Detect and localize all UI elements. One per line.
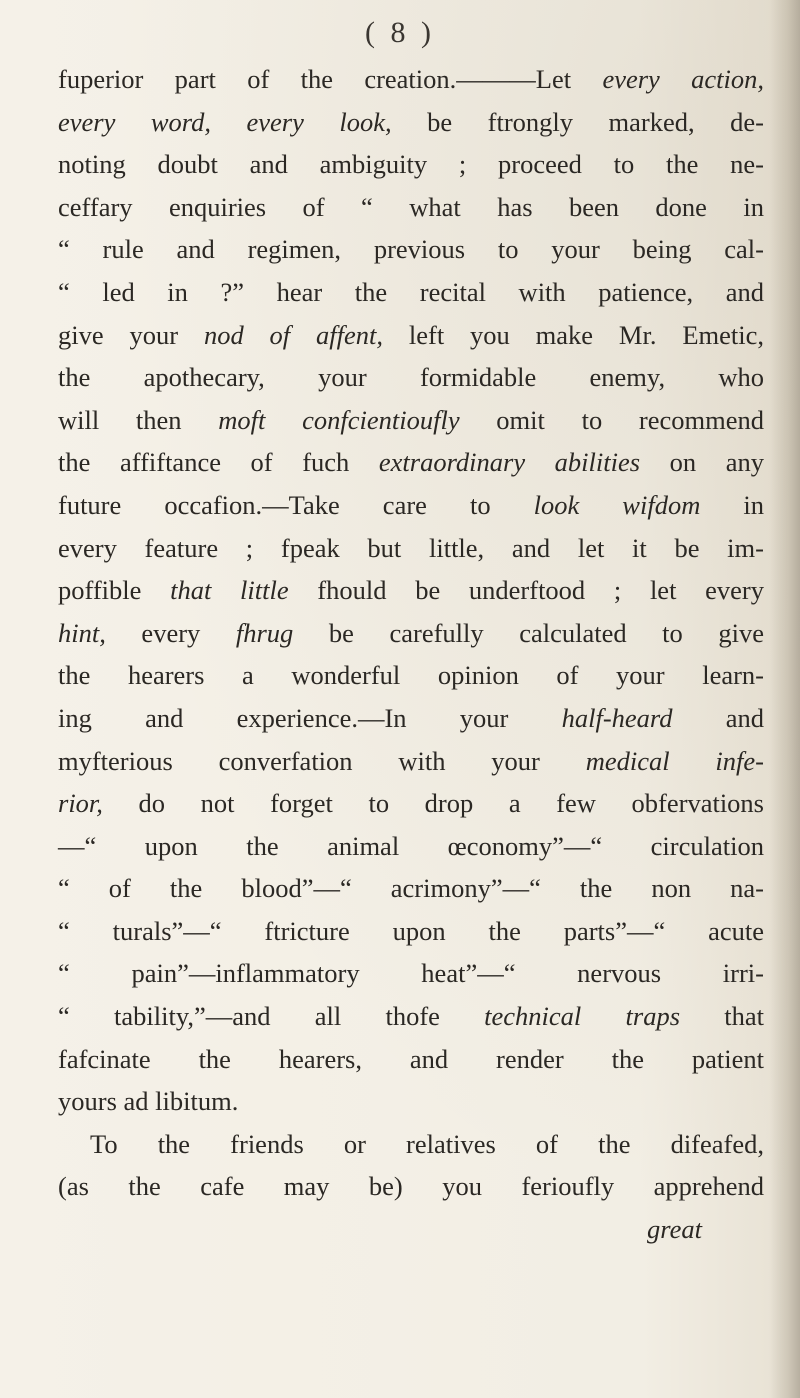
italic-text: that little bbox=[170, 575, 289, 606]
body-text bbox=[58, 58, 764, 1251]
text-run: every feature ; fpeak but little, and let it be im- bbox=[58, 532, 764, 563]
text-run: ceffary enquiries of “ what has been done in bbox=[58, 191, 764, 222]
text-line bbox=[58, 186, 764, 229]
text-run: fafcinate the hearers, and render the patient bbox=[58, 1043, 764, 1074]
text-run: (as the cafe may be) you ferioufly apprehend bbox=[58, 1171, 764, 1202]
italic-text: moft confcientioufly bbox=[218, 404, 460, 435]
text-line bbox=[58, 228, 764, 271]
text-run: do not forget to drop a few obfervations bbox=[102, 788, 764, 819]
text-run: yours ad libitum. bbox=[58, 1086, 239, 1117]
text-line bbox=[58, 1123, 764, 1166]
text-run: the apothecary, your formidable enemy, who bbox=[58, 362, 764, 393]
text-line bbox=[58, 697, 764, 740]
text-run: poffible bbox=[58, 575, 171, 606]
text-run: noting doubt and ambiguity ; proceed to the ne- bbox=[58, 149, 764, 180]
italic-text: hint, bbox=[58, 617, 106, 648]
text-run: the affiftance of fuch bbox=[58, 447, 379, 478]
text-line bbox=[58, 356, 764, 399]
text-run: will then bbox=[58, 404, 219, 435]
italic-text: nod of affent, bbox=[203, 319, 384, 350]
italic-text: fhrug bbox=[235, 617, 294, 648]
text-line bbox=[58, 825, 764, 868]
italic-text: half-heard bbox=[561, 702, 673, 733]
text-run: “ tability,”—and all thofe bbox=[58, 1001, 485, 1032]
text-line bbox=[58, 569, 764, 612]
italic-text: every action, bbox=[602, 64, 764, 94]
text-line bbox=[58, 101, 764, 144]
text-line bbox=[58, 314, 764, 357]
page-number: ( 8 ) bbox=[365, 16, 435, 49]
text-run: —“ upon the animal œconomy”—“ circulation bbox=[58, 830, 764, 861]
text-run: on any bbox=[640, 447, 765, 478]
text-run: that bbox=[680, 1001, 764, 1032]
text-run: left you make Mr. Emetic, bbox=[383, 319, 765, 350]
text-line bbox=[58, 740, 764, 783]
text-run: “ led in ?” hear the recital with patience, and bbox=[58, 276, 764, 307]
italic-text: every word, bbox=[58, 106, 211, 137]
text-line bbox=[58, 271, 764, 314]
italic-text: look wifdom bbox=[533, 489, 701, 520]
text-run: the hearers a wonderful opinion of your learn- bbox=[58, 660, 764, 691]
text-line bbox=[58, 910, 764, 953]
italic-text: great bbox=[647, 1214, 702, 1245]
text-line bbox=[58, 1038, 764, 1081]
text-run: be ftrongly marked, de- bbox=[391, 106, 764, 137]
text-line bbox=[58, 58, 764, 101]
text-run: To the friends or relatives of the difeafed, bbox=[90, 1128, 764, 1159]
text-line bbox=[58, 612, 764, 655]
italic-text: every look, bbox=[246, 106, 392, 137]
text-line bbox=[58, 952, 764, 995]
text-line bbox=[58, 654, 764, 697]
text-run: give your bbox=[58, 319, 204, 350]
text-line bbox=[58, 1165, 764, 1208]
text-run: omit to recommend bbox=[459, 404, 764, 435]
page-edge-shadow bbox=[770, 0, 800, 1398]
text-run: “ of the blood”—“ acrimony”—“ the non na- bbox=[58, 873, 764, 904]
text-run: “ rule and regimen, previous to your being cal- bbox=[58, 234, 764, 265]
text-run: in bbox=[700, 489, 764, 520]
italic-text: medical infe- bbox=[585, 745, 764, 776]
text-line bbox=[58, 1208, 764, 1251]
text-run: ing and experience.—In your bbox=[58, 702, 562, 733]
italic-text: technical traps bbox=[484, 1001, 681, 1032]
text-run bbox=[211, 107, 247, 137]
text-run: fhould be underftood ; let every bbox=[288, 575, 764, 606]
text-line bbox=[58, 1080, 764, 1123]
text-line bbox=[58, 782, 764, 825]
text-line bbox=[58, 484, 764, 527]
text-run: “ pain”—inflammatory heat”—“ nervous irri- bbox=[58, 958, 764, 989]
italic-text: rior, bbox=[58, 788, 103, 819]
text-line bbox=[58, 527, 764, 570]
text-run: myfterious converfation with your bbox=[58, 745, 586, 776]
text-line bbox=[58, 867, 764, 910]
text-run: and bbox=[672, 702, 764, 733]
text-run: “ turals”—“ ftricture upon the parts”—“ acute bbox=[58, 915, 764, 946]
text-run: every bbox=[105, 617, 236, 648]
text-run: be carefully calculated to give bbox=[293, 617, 764, 648]
text-run: fuperior part of the creation. bbox=[58, 64, 457, 94]
text-run: future occafion.—Take care to bbox=[58, 489, 534, 520]
text-line bbox=[58, 441, 764, 484]
text-line bbox=[58, 399, 764, 442]
text-run: ——— bbox=[456, 64, 536, 94]
italic-text: extraordinary abilities bbox=[378, 447, 641, 478]
text-line bbox=[58, 995, 764, 1038]
text-run: Let bbox=[535, 64, 603, 94]
text-line bbox=[58, 143, 764, 186]
